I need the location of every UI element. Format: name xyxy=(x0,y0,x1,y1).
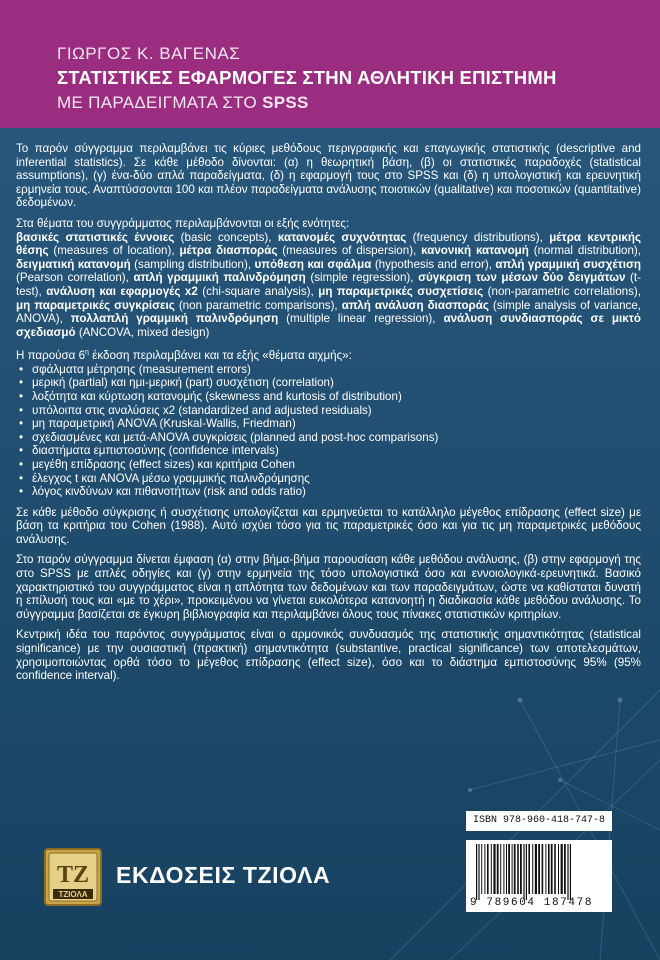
hot-topic-item: • διαστήματα εμπιστοσύνης (confidence intervals) xyxy=(30,444,641,458)
barcode-bar xyxy=(532,844,533,894)
topic-description: (non parametric comparisons), xyxy=(174,298,342,312)
topic-term: μέτρα κεντρικής θέσης xyxy=(16,230,641,258)
barcode-bar xyxy=(535,844,537,894)
barcode-bars xyxy=(466,844,612,900)
topic-term: δειγματική κατανομή xyxy=(16,257,131,271)
topics-intro: Στα θέματα του συγγράμματος περιλαμβάνονται οι εξής ενότητες: xyxy=(16,216,350,230)
barcode-digits: 9 789604 187478 xyxy=(470,897,594,909)
barcode-bar xyxy=(491,844,492,894)
topic-description: (measures of dispersion), xyxy=(277,244,422,258)
barcode-bar xyxy=(528,844,530,894)
hot-topic-item: • λόγος κινδύνων και πιθανοτήτων (risk and odds ratio) xyxy=(30,485,641,499)
intro-paragraph: Το παρόν σύγγραμμα περιλαμβάνει τις κύριες μεθόδους περιγραφικής και επαγωγικής στατιστικής (descriptive and inferential statistics). Σε κάθε μέθοδο δίνονται: (α) η θεωρητική βάση, (β) οι στατιστικές παραδοχές (statistical assumptions), (γ) ένα-δύο απλά παραδείγματα, (δ) η εφαρμογή τους στο SPSS και (δ) η υπολογιστική και ερευνητική ερμηνεία τους. Αναπτύσσονται 100 και πλέον παραδείγματα ανάλυσης ποιοτικών (qualitative) και ποσοτικών (quantitative) δεδομένων. xyxy=(16,142,641,210)
barcode-bar xyxy=(564,844,566,894)
hot-topic-item: • μεγέθη επίδρασης (effect sizes) και κριτήρια Cohen xyxy=(30,458,641,472)
author-name: ΓΙΩΡΓΟΣ Κ. ΒΑΓΕΝΑΣ xyxy=(57,44,241,63)
barcode-bar xyxy=(561,844,563,894)
barcode-bar xyxy=(514,844,516,894)
topic-description: (Pearson correlation), xyxy=(16,271,134,285)
barcode-bar xyxy=(545,844,546,894)
barcode-bar xyxy=(551,844,553,894)
hot-topic-item: • έλεγχος t και ANOVA μέσω γραμμικής παλινδρόμησης xyxy=(30,472,641,486)
barcode-bar xyxy=(548,844,550,894)
barcode-bar xyxy=(481,844,482,894)
logo-caption: ΤΖΙΟΛΑ xyxy=(58,890,88,899)
barcode-bar xyxy=(554,844,556,894)
subtitle-spss: SPSS xyxy=(262,93,309,112)
hot-topics-intro: Η παρούσα $6^\eta$ έκδοση περιλαμβάνει και τα εξής «θέματα αιχμής»: xyxy=(16,349,352,363)
topic-term: υπόθεση και σφάλμα xyxy=(254,257,372,271)
barcode-bar xyxy=(520,844,522,894)
barcode-bar xyxy=(570,844,571,900)
topic-term: μη παραμετρικές συγκρίσεις xyxy=(16,298,175,312)
barcode-bar xyxy=(493,844,495,894)
hot-topic-item: • μερική (partial) και ημι-μερική (part) συσχέτιση (correlation) xyxy=(30,376,641,390)
barcode-bar xyxy=(567,844,568,900)
topic-description: (hypothesis and error), xyxy=(371,257,496,271)
barcode-bar xyxy=(476,844,477,900)
topic-description: (non-parametric correlations), xyxy=(483,284,641,298)
topic-description: (chi-square analysis), xyxy=(197,284,319,298)
topic-description: (basic concepts), xyxy=(174,230,278,244)
topic-description: (sampling distribution), xyxy=(130,257,255,271)
hot-topic-item: • λοξότητα και κύρτωση κατανομής (skewness and kurtosis of distribution) xyxy=(30,390,641,404)
barcode xyxy=(466,840,612,912)
barcode-bar xyxy=(478,844,479,900)
publisher-name: ΕΚΔΟΣΕΙΣ ΤΖΙΟΛΑ xyxy=(116,862,331,888)
topic-description: (normal distribution), xyxy=(528,244,642,258)
topic-description: (simple analysis of variance, ANOVA), xyxy=(16,298,641,326)
topic-term: απλή ανάλυση διασποράς xyxy=(341,298,489,312)
barcode-bar xyxy=(487,844,489,894)
topic-term: ανάλυση συνδιασποράς σε μικτό σχεδιασμό xyxy=(16,312,641,339)
barcode-bar xyxy=(508,844,510,894)
effect-size-paragraph: Σε κάθε μέθοδο σύγκρισης ή συσχέτισης υπολογίζεται και ερμηνεύεται το κατάλληλο μέγεθος επίδρασης (effect size) με βάση τα κριτήρια του Cohen (1988). Αυτό ισχύει τόσο για τις παραμετρικές όσο και για τις μη παραμετρικές μεθόδους ανάλυσης. xyxy=(16,505,641,546)
barcode-bar xyxy=(526,844,527,900)
barcode-bar xyxy=(542,844,544,894)
hot-topic-item: • μη παραμετρική ANOVA (Kruskal-Wallis, Friedman) xyxy=(30,417,641,431)
barcode-bar xyxy=(500,844,501,894)
topics-list xyxy=(16,231,641,339)
topic-term: κανονική κατανομή xyxy=(421,244,529,258)
topic-description: (measures of location), xyxy=(48,244,180,258)
barcode-bar xyxy=(512,844,513,894)
barcode-bar xyxy=(506,844,507,894)
topic-description: (t-test), xyxy=(16,271,641,298)
topic-description: (multiple linear regression), xyxy=(278,312,444,326)
topic-term: απλή γραμμική συσχέτιση xyxy=(495,257,642,271)
topic-term: πολλαπλή γραμμική παλινδρόμηση xyxy=(70,312,279,326)
title-banner xyxy=(0,0,660,128)
central-idea-paragraph: Κεντρική ιδέα του παρόντος συγγράμματος είναι ο αρμονικός συνδυασμός της στατιστικής σημαντικότητας (statistical significance) με την ουσιαστική (πρακτική) σημαντικότητα (substantive, practical significance) των αποτελεσμάτων, χρησιμοποιώντας ορθά τόσο το μέγεθος επίδρασης (effect size), όσο και το διάστημα εμπιστοσύνης 95% (95% confidence interval). xyxy=(16,628,641,683)
topic-term: ανάλυση και εφαρμογές x2 xyxy=(46,284,198,298)
book-title: ΣΤΑΤΙΣΤΙΚΕΣ ΕΦΑΡΜΟΓΕΣ ΣΤΗΝ ΑΘΛΗΤΙΚΗ ΕΠΙΣΤΗΜΗ xyxy=(57,67,557,88)
topic-term: μέτρα διασποράς xyxy=(179,244,278,258)
hot-topics-list xyxy=(16,363,641,499)
barcode-bar xyxy=(538,844,540,894)
topic-term: απλή γραμμική παλινδρόμηση xyxy=(133,271,306,285)
subtitle-text: ΜΕ ΠΑΡΑΔΕΙΓΜΑΤΑ ΣΤΟ xyxy=(57,93,263,112)
topic-description: (frequency distributions), xyxy=(406,230,550,244)
isbn-label: ISBN 978-960-418-747-8 xyxy=(466,811,612,831)
back-cover-text xyxy=(16,142,641,690)
logo-letters: ΤΖ xyxy=(56,862,90,888)
hot-topic-item: • σφάλματα μέτρησης (measurement errors) xyxy=(30,363,641,377)
barcode-bar xyxy=(484,844,485,894)
topic-term: βασικές στατιστικές έννοιες xyxy=(16,230,175,244)
topic-term: μη παραμετρικές συσχετίσεις xyxy=(318,284,484,298)
topic-term: κατανομές συχνότητας xyxy=(277,230,407,244)
book-subtitle xyxy=(57,93,309,113)
barcode-bar xyxy=(497,844,499,894)
topic-description: (simple regression), xyxy=(305,271,419,285)
barcode-bar xyxy=(503,844,504,894)
emphasis-paragraph: Στο παρόν σύγγραμμα δίνεται έμφαση (α) στην βήμα-βήμα παρουσίαση κάθε μεθόδου ανάλυσης, (β) στην εφαρμογή της στο SPSS με απλές οδηγίες και (γ) στην ερμηνεία της τόσο υπολογιστικά όσο και εννοιολογικά-ερευνητικά. Βασικό χαρακτηριστικό του συγγράμματος είναι η απλότητα των δεδομένων και των παραδειγμάτων, ώστε να καθίσταται δυνατή η επίλυσή τους και «με το χέρι», προκειμένου να γίνεται ευκολότερα κατανοητή η διαδικασία κάθε μεθόδου ανάλυσης. Το σύγγραμμα βασίζεται σε έγκυρη βιβλιογραφία και περιλαμβάνει όλους τους πίνακες στατιστικών κριτηρίων. xyxy=(16,553,641,621)
barcode-bar xyxy=(517,844,519,894)
hot-topic-item: • σχεδιασμένες και μετά-ANOVA συγκρίσεις (planned and post-hoc comparisons) xyxy=(30,431,641,445)
topic-description: (ANCOVA, mixed design) xyxy=(75,325,210,339)
publisher-logo-icon xyxy=(44,848,102,906)
topic-term: σύγκριση των μέσων δύο δειγμάτων xyxy=(418,271,626,285)
barcode-bar xyxy=(558,844,559,894)
hot-topic-item: • υπόλοιπα στις αναλύσεις x2 (standardized and adjusted residuals) xyxy=(30,404,641,418)
topics-paragraph xyxy=(16,217,641,339)
barcode-bar xyxy=(523,844,524,900)
